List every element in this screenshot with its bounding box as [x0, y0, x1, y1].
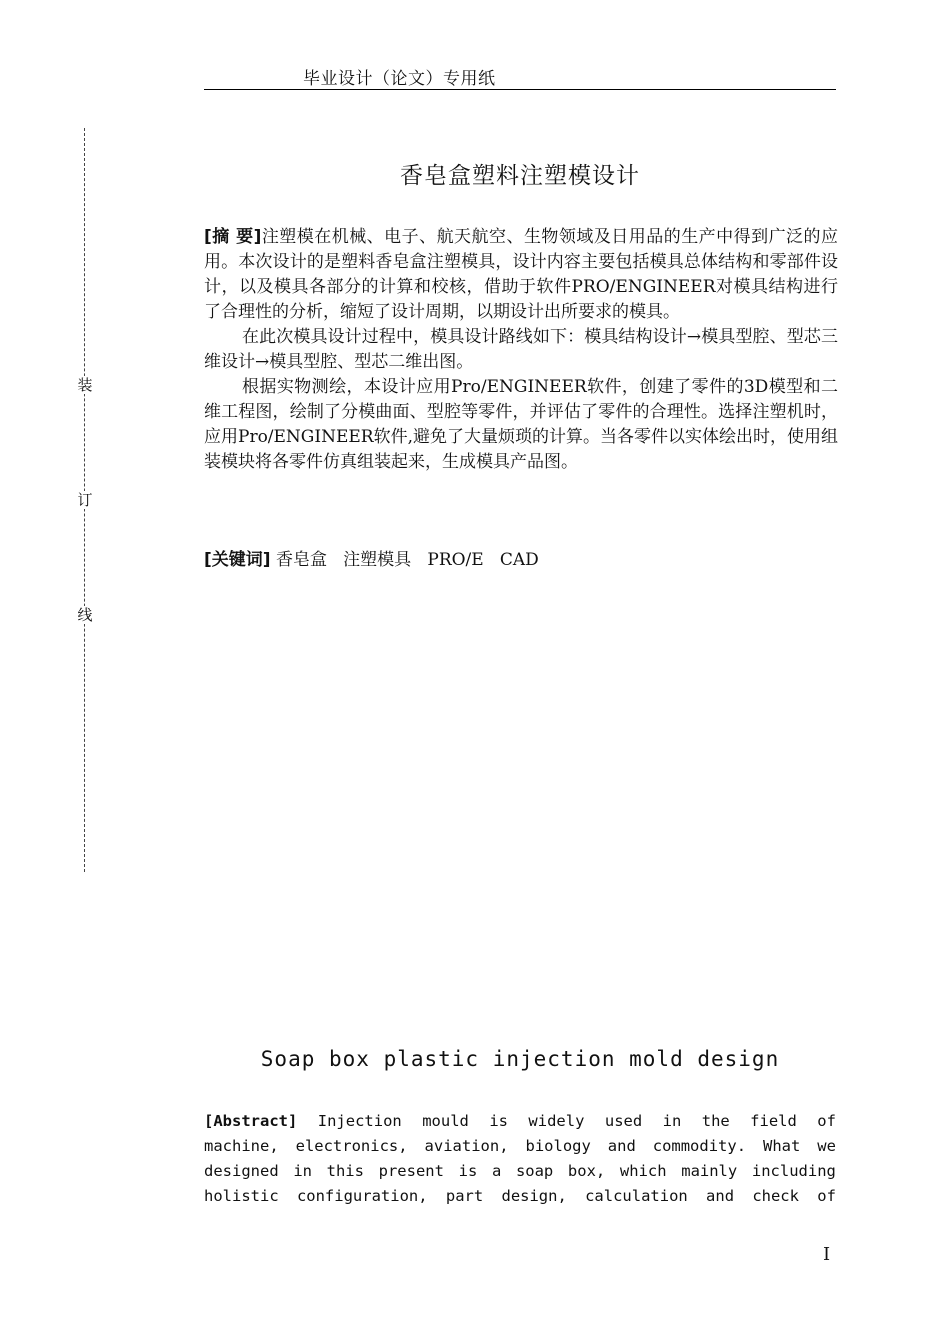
word: mould — [422, 1112, 469, 1130]
word: a — [491, 1162, 502, 1180]
word: is — [489, 1112, 508, 1130]
header-rule — [204, 89, 836, 90]
word: we — [817, 1137, 836, 1155]
word: is — [458, 1162, 478, 1180]
word: aviation, — [424, 1137, 509, 1155]
binding-char-xian: 线 — [77, 606, 93, 624]
english-title: Soap box plastic injection mold design — [260, 1047, 780, 1071]
word: holistic — [204, 1187, 279, 1205]
english-abstract — [204, 1109, 836, 1209]
word: of — [817, 1112, 836, 1130]
word: widely — [528, 1112, 585, 1130]
word: in — [293, 1162, 312, 1180]
word: and — [607, 1137, 636, 1155]
word: in — [662, 1112, 682, 1130]
binding-char-zhuang: 装 — [77, 376, 93, 394]
english-abstract-line — [204, 1134, 836, 1159]
abstract-tag: [摘 要] — [204, 227, 262, 247]
word: biology — [525, 1137, 591, 1155]
word: electronics, — [295, 1137, 408, 1155]
english-abstract-line — [204, 1184, 836, 1209]
word: box, — [567, 1162, 606, 1180]
chinese-title: 香皂盒塑料注塑模设计 — [400, 163, 640, 189]
word: this — [326, 1162, 364, 1180]
chinese-abstract — [204, 225, 838, 475]
word: machine, — [204, 1137, 279, 1155]
word: including — [751, 1162, 836, 1180]
word: which — [619, 1162, 667, 1180]
abstract-paragraph-3: 根据实物测绘，本设计应用Pro/ENGINEER软件，创建了零件的3D模型和二维工程图，绘制了分模曲面、型腔等零件，并评估了零件的合理性。选择注塑机时，应用Pro/ENGINEER软件,避免了大量烦琐的计算。当各零件以实体绘出时，使用组装模块将各零件仿真组装起来，生成模具产品图。 — [204, 377, 839, 472]
word: the — [701, 1112, 730, 1130]
word: commodity. — [652, 1137, 747, 1155]
binding-char-ding: 订 — [77, 491, 93, 509]
word: mainly — [681, 1162, 738, 1180]
word: Injection — [317, 1112, 402, 1130]
word: What — [763, 1137, 801, 1155]
english-abstract-line — [204, 1109, 836, 1134]
word: part — [445, 1187, 484, 1205]
word: present — [378, 1162, 444, 1180]
keywords-tag: [关键词] — [204, 550, 271, 570]
page-number: I — [823, 1244, 831, 1265]
page-header-title: 毕业设计（论文）专用纸 — [303, 69, 496, 89]
word: soap — [515, 1162, 554, 1180]
keywords-text: 香皂盒 注塑模具 PRO/E CAD — [275, 550, 539, 570]
word: field — [750, 1112, 797, 1130]
english-abstract-tag: [Abstract] — [204, 1112, 298, 1130]
word: configuration, — [296, 1187, 428, 1205]
keywords-line — [204, 548, 539, 573]
abstract-paragraph-2: 在此次模具设计过程中，模具设计路线如下：模具结构设计→模具型腔、型芯三维设计→模具型腔、型芯二维出图。 — [204, 327, 838, 372]
word: calculation — [585, 1187, 688, 1205]
word: used — [604, 1112, 643, 1130]
abstract-text-1: 注塑模在机械、电子、航天航空、生物领域及日用品的生产中得到广泛的应用。本次设计的是塑料香皂盒注塑模具，设计内容主要包括模具总体结构和零部件设计，以及模具各部分的计算和校核，借助于软件PRO/ENGINEER对模具结构进行了合理性的分析，缩短了设计周期，以期设计出所要求的模具。 — [204, 227, 838, 322]
abstract-paragraph-1 — [204, 225, 838, 325]
word: and — [706, 1187, 735, 1205]
word: of — [817, 1187, 836, 1205]
word: designed — [204, 1162, 279, 1180]
word: check — [752, 1187, 799, 1205]
english-abstract-line — [204, 1159, 836, 1184]
word: design, — [501, 1187, 567, 1205]
